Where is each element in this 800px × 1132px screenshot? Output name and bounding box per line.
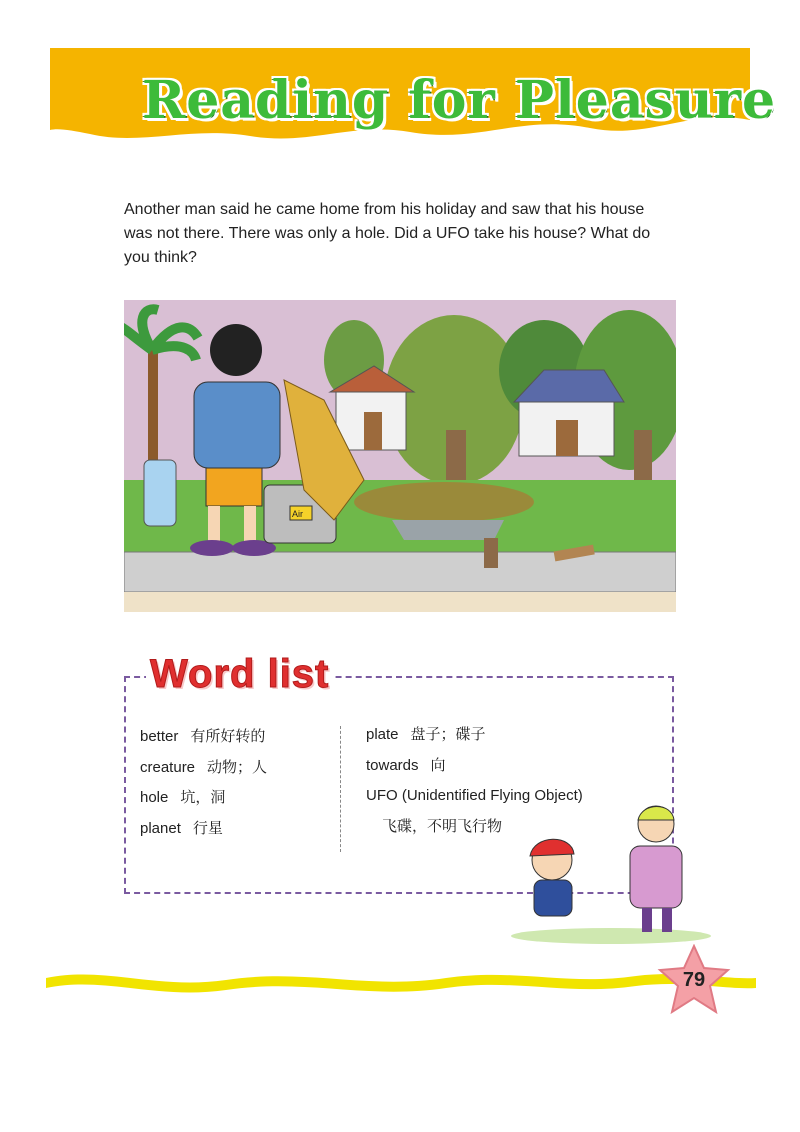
word: planet <box>140 819 181 837</box>
page-number: 79 <box>682 969 706 991</box>
word-entry <box>366 720 583 751</box>
word-list-title: Word list <box>146 652 333 697</box>
word-meaning: 坑，洞 <box>180 789 226 806</box>
package-label: Air <box>292 509 303 519</box>
word: UFO (Unidentified Flying Object) <box>366 787 583 804</box>
word-meaning: 有所好转的 <box>190 728 266 745</box>
word-list-divider <box>340 726 341 852</box>
page-title: Reading for Pleasure <box>142 70 777 131</box>
word-list-left-column <box>140 722 267 844</box>
word: hole <box>140 789 169 806</box>
word-meaning: 盘子；碟子 <box>410 726 486 743</box>
word: towards <box>366 756 419 774</box>
word-entry <box>140 753 267 784</box>
word-entry <box>366 751 583 782</box>
word-entry <box>140 814 267 845</box>
word-entry <box>140 783 267 814</box>
story-illustration <box>124 290 676 620</box>
intro-paragraph: Another man said he came home from his holiday and saw that his house was not there. There was only a hole. Did a UFO take his house? What do you think? <box>124 201 651 266</box>
word-entry <box>140 722 267 753</box>
kids-illustration <box>506 798 716 948</box>
word-meaning: 动物；人 <box>207 758 268 776</box>
footer-wave <box>46 960 756 1000</box>
word: creature <box>140 758 196 776</box>
word-meaning: 飞碟，不明飞行物 <box>382 817 503 835</box>
word-meaning: 向 <box>430 756 446 774</box>
word: plate <box>366 726 399 743</box>
word: better <box>140 728 179 745</box>
word-meaning: 行星 <box>192 819 223 837</box>
